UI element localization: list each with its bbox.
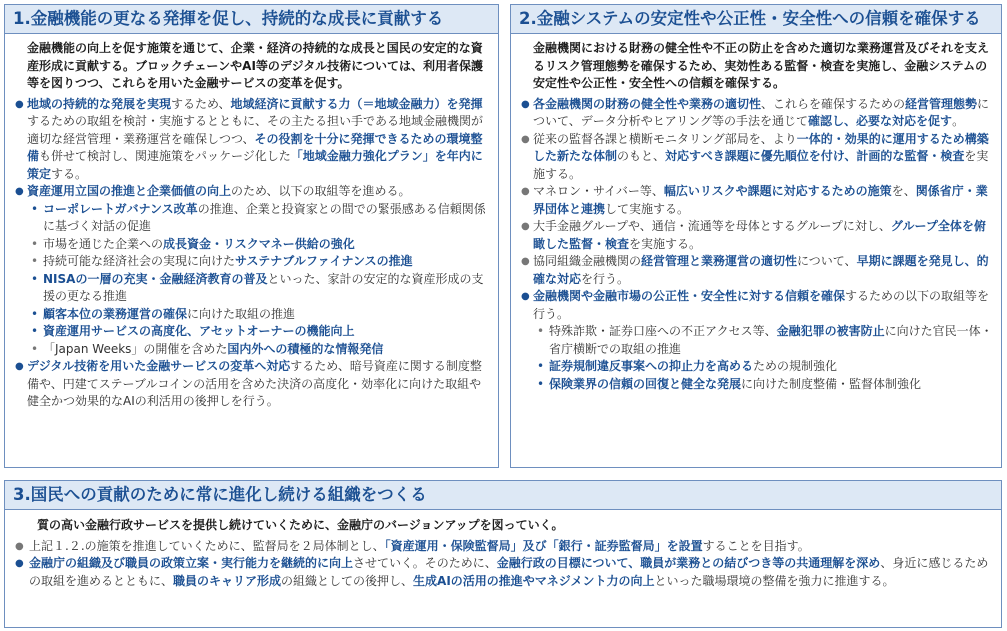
body-text: 、これらを確保するための: [761, 96, 906, 111]
highlighted-text: 金融機関や金融市場の公正性・安全性に対する信頼を確保: [533, 289, 846, 303]
body-text: の組織としての後押し、: [281, 573, 414, 588]
highlighted-text: 金融行政の目標について、職員が業務との結びつき等の共通理解を深め: [496, 556, 881, 570]
section-1-panel: [4, 4, 499, 468]
sub-bullet-item: [521, 323, 993, 358]
sub-bullet-item: [15, 201, 490, 236]
sub-bullet-item: [15, 271, 490, 306]
bullet-item: [521, 96, 993, 131]
body-text: するため、: [171, 96, 231, 111]
bullet-item: [521, 183, 993, 218]
highlighted-text: 経営管理と業務運営の適切性: [641, 254, 798, 268]
body-text: を、: [891, 184, 916, 198]
highlighted-text: 地域の持続的な発展を実現: [27, 96, 172, 111]
body-text: するため、暗号資産に関する制度整備や、円建てステーブルコインの活用を含めた決済の高度化・効率化に向けた取組や健全かつ効果的なAIの利活用の後押しを行う。: [27, 359, 482, 408]
section-3-intro: 質の高い金融行政サービスを提供し続けていくために、金融庁のバージョンアップを図っていく。: [37, 518, 564, 532]
highlighted-text: 保険業界の信頼の回復と健全な発展: [549, 376, 742, 391]
bullet-item: [521, 253, 993, 288]
bullet-item: [15, 538, 993, 556]
body-text: する。: [51, 166, 88, 181]
section-2-intro: 金融機関における財務の健全性や不正の防止を含めた適切な業務運営及びそれを支えるリスク管理態勢を確保するため、実効性ある監督・検査を実施し、金融システムの安定性や公正性・安全性への信頼を確保する。: [533, 41, 990, 90]
body-text: も併せて検討し、関連施策をパッケージ化した: [39, 149, 291, 163]
body-text: のもと、: [617, 149, 666, 163]
highlighted-text: 国内外への積極的な情報発信: [227, 341, 384, 356]
highlighted-text: 確認し、必要な対応を促す: [808, 114, 953, 128]
highlighted-text: 一体的・効果的に運用するため構築した新たな体制: [533, 131, 989, 163]
bullet-item: [15, 358, 490, 411]
body-text: のため、以下の取組等を進める。: [231, 184, 411, 198]
highlighted-text: 証券規制違反事案への抑止力を高める: [549, 359, 754, 373]
highlighted-text: その役割を十分に発揮できるための環境整備: [27, 131, 483, 163]
body-text: 市場を通じた企業への: [43, 236, 164, 251]
bullet-item: [521, 218, 993, 253]
body-text: 協同組織金融機関の: [533, 254, 642, 268]
bullet-item: [521, 131, 993, 184]
highlighted-text: 「地域金融力強化プラン」を年内に策定: [27, 149, 483, 181]
sub-bullet-item: [15, 236, 490, 254]
body-text: ための規制強化: [753, 359, 838, 373]
highlighted-text: 各金融機関の財務の健全性や業務の適切性: [533, 96, 762, 111]
highlighted-text: 職員のキャリア形成: [173, 573, 282, 588]
highlighted-text: グループ全体を俯瞰した監督・検査: [533, 219, 986, 251]
section-3-title: 3.国民への貢献のために常に進化し続ける組織をつくる: [5, 481, 1001, 510]
highlighted-text: デジタル技術を用いた金融サービスの変革へ対応: [27, 359, 291, 373]
highlighted-text: 生成AIの活用の推進やマネジメント力の向上: [413, 573, 655, 588]
highlighted-text: NISAの一層の充実・金融経済教育の普及: [43, 271, 268, 286]
highlighted-text: 「資産運用・保険監督局」及び「銀行・証券監督局」を設置: [384, 538, 703, 553]
body-text: することを目指す。: [702, 538, 810, 553]
body-text: の推進、企業と投資家との間での緊張感ある信頼関係に基づく対話の促進: [43, 201, 486, 233]
highlighted-text: 顧客本位の業務運営の確保: [43, 306, 188, 321]
section-1-intro: 金融機能の向上を促す施策を通じて、企業・経済の持続的な成長と国民の安定的な資産形成に貢献する。ブロックチェーンやAI等のデジタル技術については、利用者保護等を図りつつ、これらを用いた金融サービスの変革を促す。: [27, 41, 483, 90]
section-1-body: [5, 34, 498, 411]
highlighted-text: 資産運用サービスの高度化、アセットオーナーの機能向上: [43, 324, 355, 338]
highlighted-text: 経営管理態勢: [905, 96, 978, 111]
highlighted-text: 金融犯罪の被害防止: [776, 324, 885, 338]
highlighted-text: 金融庁の組織及び職員の政策立案・実行能力を継続的に向上: [29, 556, 354, 570]
section-2-panel: [510, 4, 1002, 468]
highlighted-text: 成長資金・リスクマネー供給の強化: [163, 236, 355, 251]
sub-bullet-item: [521, 376, 993, 394]
section-2-body: [511, 34, 1001, 393]
body-text: 持続可能な経済社会の実現に向けた: [43, 254, 236, 268]
body-text: 特殊詐欺・証券口座への不正アクセス等、: [549, 324, 777, 338]
body-text: させていく。そのために、: [353, 556, 497, 570]
highlighted-text: 対応すべき課題に優先順位を付け、計画的な監督・検査: [665, 149, 965, 163]
bullet-item: [15, 555, 993, 590]
body-text: に向けた制度整備・監督体制強化: [741, 376, 922, 391]
sub-bullet-item: [15, 306, 490, 324]
section-3-body: [5, 510, 1001, 590]
highlighted-text: 幅広いリスクや課題に対応するための施策: [663, 184, 892, 198]
body-text: について、: [797, 254, 857, 268]
body-text: 大手金融グループや、通信・流通等を母体とするグループに対し、: [533, 219, 891, 233]
body-text: 上記１.２.の施策を推進していくために、監督局を２局体制とし、: [29, 538, 385, 553]
highlighted-text: 早期に課題を発見し、的確な対応: [533, 254, 989, 286]
body-text: するための取組を検討・実施するとともに、その主たる担い手である地域金融機関が適切な経営管理・業務運営を確保しつつ、: [27, 114, 484, 146]
body-text: 。: [952, 114, 965, 128]
body-text: といった、家計の安定的な資産形成の支援の更なる推進: [43, 271, 484, 303]
sub-bullet-item: [15, 323, 490, 341]
body-text: を行う。: [581, 271, 630, 286]
body-text: するための以下の取組等を行う。: [533, 289, 990, 321]
highlighted-text: 関係省庁・業界団体と連携: [533, 184, 988, 216]
body-text: について、データ分析やヒアリング等の手法を通じて: [533, 96, 990, 128]
highlighted-text: 資産運用立国の推進と企業価値の向上: [27, 184, 232, 198]
highlighted-text: コーポレートガバナンス改革: [43, 201, 198, 216]
section-2-title: 2.金融システムの安定性や公正性・安全性への信頼を確保する: [511, 5, 1001, 34]
body-text: を実施する。: [533, 149, 989, 181]
bullet-item: [15, 96, 490, 184]
sub-bullet-item: [15, 253, 490, 271]
section-3-items: [15, 538, 993, 591]
sub-bullet-item: [15, 341, 490, 359]
body-text: に向けた取組の推進: [187, 306, 296, 321]
highlighted-text: サステナブルファイナンスの推進: [235, 254, 413, 268]
body-text: といった職場環境の整備を強力に推進する。: [654, 573, 895, 588]
body-text: マネロン・サイバー等、: [533, 184, 664, 198]
body-text: を実施する。: [629, 236, 702, 251]
body-text: 従来の監督各課と横断モニタリング部局を、より: [533, 131, 797, 146]
section-2-items: [521, 96, 993, 394]
bullet-item: [15, 183, 490, 201]
body-text: に向けた官民一体・省庁横断での取組の推進: [549, 324, 993, 356]
body-text: して実施する。: [605, 201, 690, 216]
section-3-panel: [4, 480, 1002, 628]
section-1-items: [15, 96, 490, 411]
sub-bullet-item: [521, 358, 993, 376]
section-1-title: 1.金融機能の更なる発揮を促し、持続的な成長に貢献する: [5, 5, 498, 34]
body-text: 、身近に感じるための取組を進めるとともに、: [29, 556, 989, 588]
bullet-item: [521, 288, 993, 323]
highlighted-text: 地域経済に貢献する力（＝地域金融力）を発揮: [230, 96, 483, 111]
body-text: 「Japan Weeks」の開催を含めた: [43, 341, 228, 356]
